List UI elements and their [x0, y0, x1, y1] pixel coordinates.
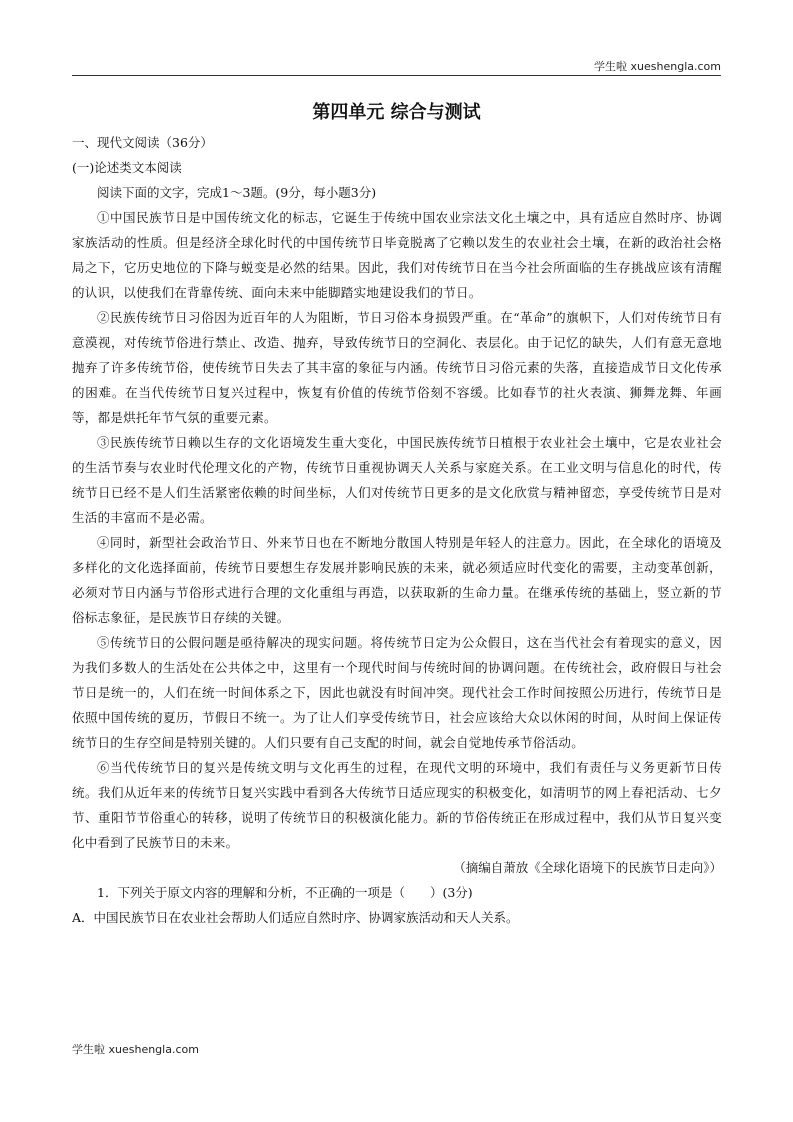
reading-instruction: 阅读下面的文字，完成1～3题。(9分，每小题3分): [97, 185, 377, 200]
paragraph-5: ⑤传统节日的公假问题是亟待解决的现实问题。将传统节日定为公众假日，这在当代社会有着现实的意义，因为我们多数人的生活处在公共体之中，这里有一个现代时间与传统时间的协调问题。在传统社会，政府假日与社会节日是统一的，人们在统一时间体系之下，因此也就没有时间冲突。现代社会工作时间按照公历进行，传统节日是依照中国传统的夏历，节假日不统一。为了让人们享受传统节日，社会应该给大众以休闲的时间，从时间上保证传统节日的生存空间是特别关键的。人们只要有自己支配的时间，就会自觉地传承节俗活动。: [72, 635, 722, 750]
header-divider: [72, 75, 721, 76]
section-heading: 一、现代文阅读（36分）: [72, 135, 213, 150]
subsection-heading: (一)论述类文本阅读: [72, 160, 182, 175]
source-citation: （摘编自萧放《全球化语境下的民族节日走向》）: [453, 860, 722, 875]
paragraph-2: ②民族传统节日习俗因为近百年的人为阻断，节日习俗本身损毁严重。在“革命”的旗帜下，人们对传统节日有意漠视，对传统节俗进行禁止、改造、抛弃，导致传统节日的空洞化、表层化。由于记忆的缺失，人们有意无意地抛弃了许多传统节俗，使传统节日失去了其丰富的象征与内涵。传统节日习俗元素的失落，直接造成节日文化传承的困难。在当代传统节日复兴过程中，恢复有价值的传统节俗刻不容缓。比如春节的社火表演、狮舞龙舞、年画等，都是烘托年节气氛的重要元素。: [72, 310, 722, 425]
paragraph-1: ①中国民族节日是中国传统文化的标志，它诞生于传统中国农业宗法文化土壤之中，具有适应自然时序、协调家族活动的性质。但是经济全球化时代的中国传统节日毕竟脱离了它赖以发生的农业社会土壤，在新的政治社会格局之下，它历史地位的下降与蜕变是必然的结果。因此，我们对传统节日在当今社会所面临的生存挑战应该有清醒的认识，以使我们在背靠传统、面向未来中能脚踏实地建设我们的节日。: [72, 210, 722, 300]
page-title: 第四单元 综合与测试: [312, 102, 481, 123]
document-body: [72, 130, 722, 930]
footer-site: 学生啦 xueshengla.com: [72, 1043, 199, 1056]
header-site: 学生啦 xueshengla.com: [594, 60, 721, 73]
option-a: A．中国民族节日在农业社会帮助人们适应自然时序、协调家族活动和天人关系。: [72, 910, 519, 925]
question-1: 1．下列关于原文内容的理解和分析，不正确的一项是（ ）(3分): [97, 885, 473, 900]
paragraph-4: ④同时，新型社会政治节日、外来节日也在不断地分散国人特别是年轻人的注意力。因此，在全球化的语境及多样化的文化选择面前，传统节日要想生存发展并影响民族的未来，就必须适应时代变化的需要，主动变革创新，必须对节日内涵与节俗形式进行合理的文化重组与再造，以获取新的生命力量。在继承传统的基础上，竖立新的节俗标志象征，是民族节日存续的关键。: [72, 535, 722, 625]
paragraph-3: ③民族传统节日赖以生存的文化语境发生重大变化，中国民族传统节日植根于农业社会土壤中，它是农业社会的生活节奏与农业时代伦理文化的产物，传统节日重视协调天人关系与家庭关系。在工业文明与信息化的时代，传统节日已经不是人们生活紧密依赖的时间坐标，人们对传统节日更多的是文化欣赏与精神留恋，享受传统节日是对生活的丰富而不是必需。: [72, 435, 722, 525]
paragraph-6: ⑥当代传统节日的复兴是传统文明与文化再生的过程，在现代文明的环境中，我们有责任与义务更新节日传统。我们从近年来的传统节日复兴实践中看到各大传统节日适应现实的积极变化，如清明节的网上春祀活动、七夕节、重阳节节俗重心的转移，说明了传统节日的积极演化能力。新的节俗传统正在形成过程中，我们从节日复兴变化中看到了民族节日的未来。: [72, 760, 722, 850]
